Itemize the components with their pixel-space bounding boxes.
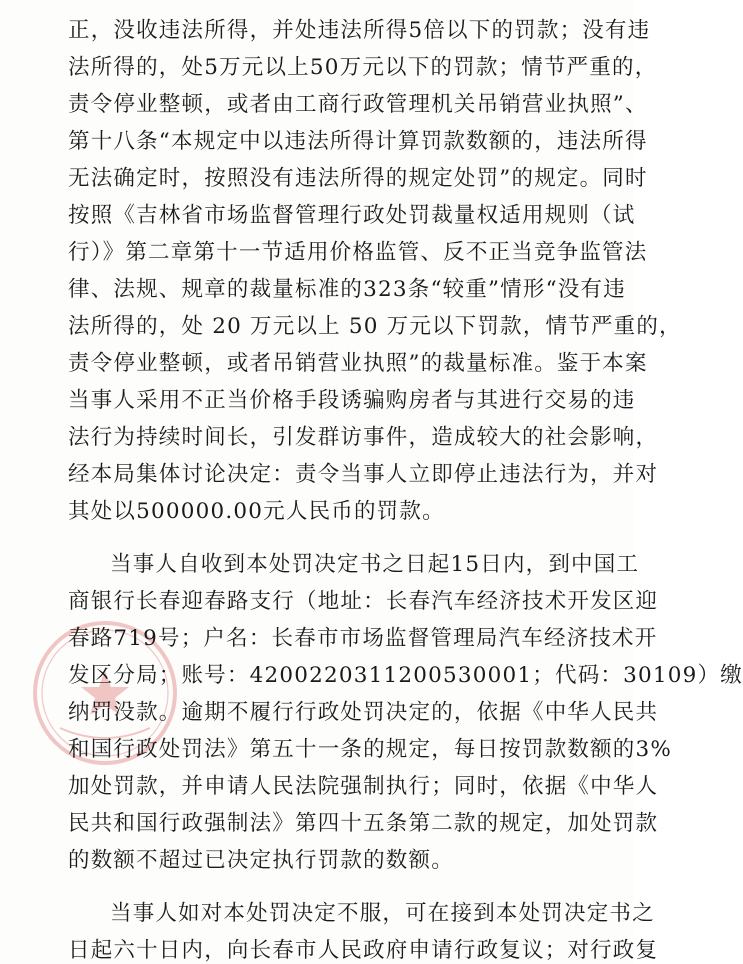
- text-line: 第十八条“本规定中以违法所得计算罚款数额的，违法所得: [68, 129, 648, 154]
- text-line: 其处以500000.00元人民币的罚款。: [68, 499, 445, 524]
- text-line: 春路719号；户名：长春市市场监督管理局汽车经济技术开: [68, 626, 658, 651]
- text-line: 纳罚没款。逾期不履行行政处罚决定的，依据《中华人民共: [68, 700, 659, 725]
- text-line: 和国行政处罚法》第五十一条的规定，每日按罚款数额的3%: [68, 737, 673, 762]
- text-line: 商银行长春迎春路支行（地址：长春汽车经济技术开发区迎: [68, 589, 659, 614]
- text-line: 发区分局；账号：4200220311200530001；代码：30109）缴: [68, 663, 743, 688]
- text-line: 经本局集体讨论决定：责令当事人立即停止违法行为，并对: [68, 462, 659, 487]
- text-line: 无法确定时，按照没有违法所得的规定处罚”的规定。同时: [68, 166, 648, 191]
- text-line: 责令停业整顿，或者吊销营业执照”的裁量标准。鉴于本案: [68, 351, 648, 376]
- text-line: 当事人如对本处罚决定不服，可在接到本处罚决定书之: [110, 901, 655, 926]
- text-line: 的数额不超过已决定执行罚款的数额。: [68, 848, 454, 873]
- text-line: 正，没收违法所得，并处违法所得5倍以下的罚款；没有违: [68, 18, 651, 43]
- text-line: 律、法规、规章的裁量标准的323条“较重”情形“没有违: [68, 277, 626, 302]
- text-line: 行）》第二章第十一节适用价格监管、反不正当竞争监管法: [68, 240, 648, 265]
- text-line: 民共和国行政强制法》第四十五条第二款的规定，加处罚款: [68, 811, 659, 836]
- text-line: 法行为持续时间长，引发群访事件，造成较大的社会影响，: [68, 425, 659, 450]
- text-line: 按照《吉林省市场监督管理行政处罚裁量权适用规则（试: [68, 203, 636, 228]
- text-line: 责令停业整顿，或者由工商行政管理机关吊销营业执照”、: [68, 92, 648, 117]
- text-line: 当事人采用不正当价格手段诱骗购房者与其进行交易的违: [68, 388, 636, 413]
- text-line: 法所得的，处5万元以上50万元以下的罚款；情节严重的，: [68, 55, 658, 80]
- text-line: 当事人自收到本处罚决定书之日起15日内，到中国工: [110, 552, 640, 577]
- text-line: 法所得的，处 20 万元以上 50 万元以下罚款，情节严重的，: [68, 314, 682, 339]
- text-line: 日起六十日内，向长春市人民政府申请行政复议；对行政复: [68, 938, 659, 963]
- text-line: 加处罚款，并申请人民法院强制执行；同时，依据《中华人: [68, 774, 659, 799]
